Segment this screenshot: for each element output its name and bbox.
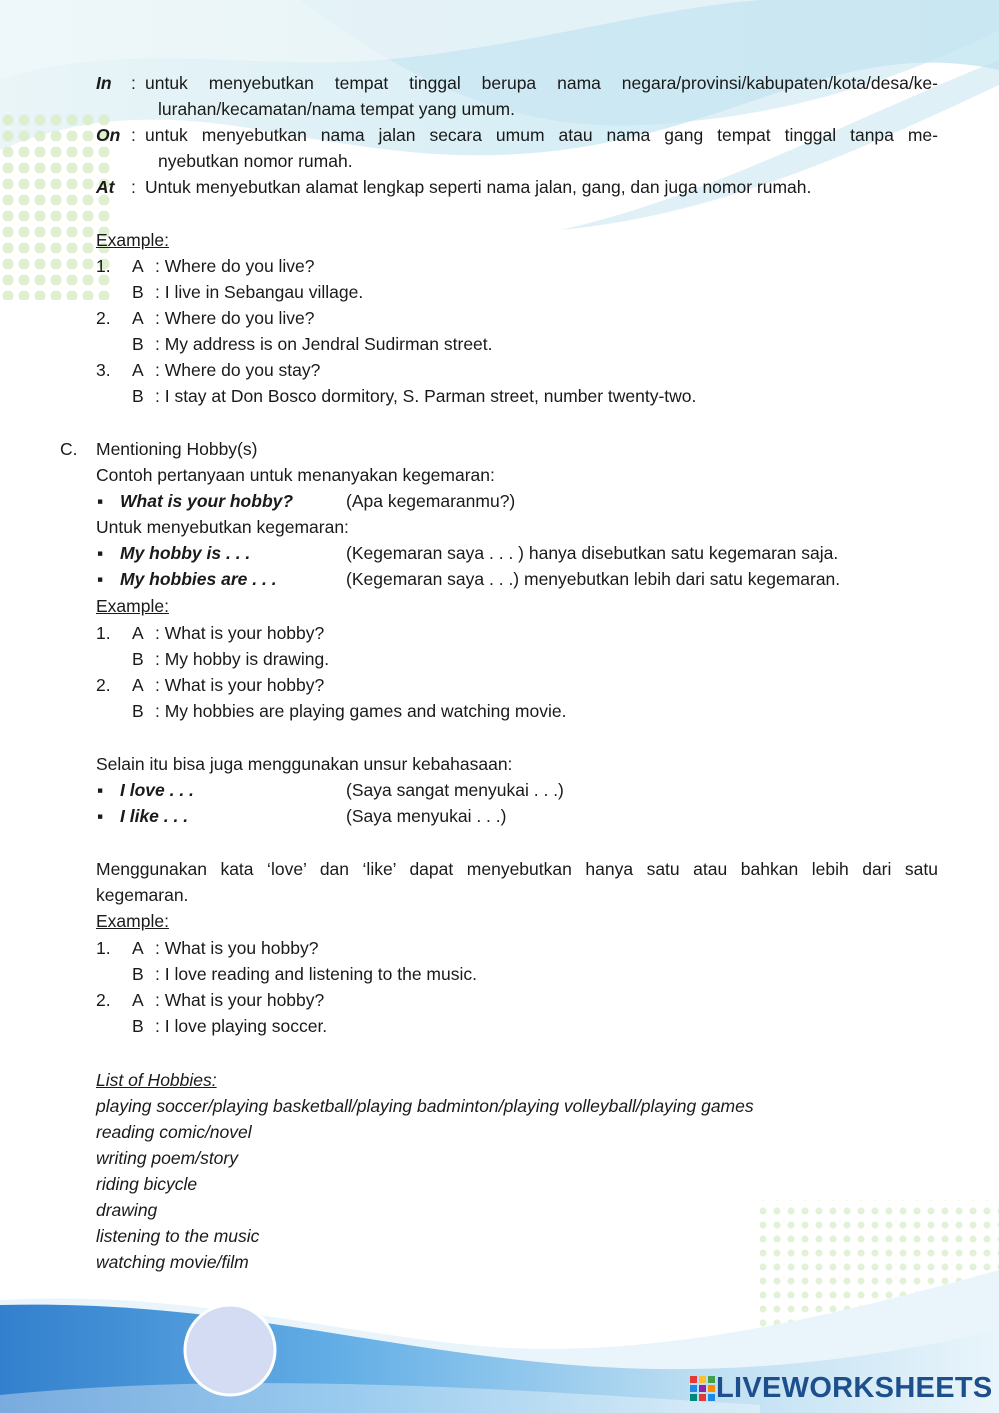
dialogue-line: : What is your hobby? (155, 623, 325, 643)
preposition-term-at: At (96, 177, 115, 197)
example-number: 1. (96, 623, 111, 643)
ask-intro: Contoh pertanyaan untuk menanyakan kegemaran: (96, 465, 495, 485)
preposition-term-in: In (96, 73, 112, 93)
example-heading: Example: (96, 230, 169, 250)
hobby-item: writing poem/story (96, 1148, 238, 1168)
speaker-a: A (132, 938, 144, 958)
colon: : (131, 73, 136, 93)
expression-phrase: My hobby is . . . (120, 543, 251, 563)
preposition-on-line-1: untuk menyebutkan nama jalan secara umum atau nama gang tempat tinggal tanpa me- (145, 125, 938, 145)
bullet-icon: ▪ (97, 543, 104, 563)
bullet-icon: ▪ (97, 569, 104, 589)
dialogue-line: : Where do you live? (155, 256, 315, 276)
preposition-on-line-2: nyebutkan nomor rumah. (158, 151, 353, 171)
speaker-a: A (132, 256, 144, 276)
dialogue-line: : I love reading and listening to the music. (155, 964, 477, 984)
bullet-icon: ▪ (97, 491, 104, 511)
hobbies-list-title: List of Hobbies: (96, 1070, 217, 1090)
example-number: 2. (96, 308, 111, 328)
bullet-icon: ▪ (97, 806, 104, 826)
dialogue-line: : What is your hobby? (155, 675, 325, 695)
speaker-a: A (132, 623, 144, 643)
dialogue-line: : What is your hobby? (155, 990, 325, 1010)
expression-phrase: I like . . . (120, 806, 189, 826)
dialogue-line: : I live in Sebangau village. (155, 282, 364, 302)
dialogue-line: : My address is on Jendral Sudirman street. (155, 334, 493, 354)
speaker-a: A (132, 360, 144, 380)
speaker-b: B (132, 964, 144, 984)
dialogue-line: : My hobbies are playing games and watching movie. (155, 701, 567, 721)
section-letter: C. (60, 439, 78, 459)
bullet-icon: ▪ (97, 780, 104, 800)
colon: : (131, 177, 136, 197)
speaker-b: B (132, 701, 144, 721)
hobby-item: drawing (96, 1200, 158, 1220)
dialogue-line: : I love playing soccer. (155, 1016, 328, 1036)
liveworksheets-logo-text: LIVEWORKSHEETS (716, 1372, 993, 1404)
hobby-item: reading comic/novel (96, 1122, 252, 1142)
hobby-item: watching movie/film (96, 1252, 249, 1272)
dialogue-line: : Where do you live? (155, 308, 315, 328)
expression-phrase: I love . . . (120, 780, 194, 800)
note-line-1: Menggunakan kata ‘love’ dan ‘like’ dapat menyebutkan hanya satu atau bahkan lebih dari satu (96, 859, 938, 879)
example-number: 2. (96, 675, 111, 695)
expression-meaning: (Apa kegemaranmu?) (346, 491, 516, 511)
dialogue-line: : I stay at Don Bosco dormitory, S. Parman street, number twenty-two. (155, 386, 697, 406)
dialogue-line: : Where do you stay? (155, 360, 321, 380)
preposition-term-on: On (96, 125, 121, 145)
expression-meaning: (Kegemaran saya . . . ) hanya disebutkan satu kegemaran saja. (346, 543, 839, 563)
speaker-b: B (132, 386, 144, 406)
hobby-item: playing soccer/playing basketball/playing badminton/playing volleyball/playing games (96, 1096, 754, 1116)
other-intro: Selain itu bisa juga menggunakan unsur kebahasaan: (96, 754, 513, 774)
expression-phrase: What is your hobby? (120, 491, 294, 511)
speaker-a: A (132, 675, 144, 695)
section-title: Mentioning Hobby(s) (96, 439, 258, 459)
expression-meaning: (Saya sangat menyukai . . .) (346, 780, 564, 800)
colon: : (131, 125, 136, 145)
expression-phrase: My hobbies are . . . (120, 569, 277, 589)
tell-intro: Untuk menyebutkan kegemaran: (96, 517, 349, 537)
dialogue-line: : My hobby is drawing. (155, 649, 330, 669)
example-number: 1. (96, 256, 111, 276)
speaker-a: A (132, 308, 144, 328)
preposition-in-line-2: lurahan/kecamatan/nama tempat yang umum. (158, 99, 515, 119)
preposition-in-line-1: untuk menyebutkan tempat tinggal berupa nama negara/provinsi/kabupaten/kota/desa/ke- (145, 73, 938, 93)
example-number: 1. (96, 938, 111, 958)
speaker-a: A (132, 990, 144, 1010)
hobby-item: listening to the music (96, 1226, 260, 1246)
hobby-item: riding bicycle (96, 1174, 198, 1194)
liveworksheets-logo[interactable] (690, 1370, 993, 1406)
example-heading: Example: (96, 596, 169, 616)
example-heading: Example: (96, 911, 169, 931)
liveworksheets-logo-icon (690, 1375, 716, 1401)
preposition-at-line-1: Untuk menyebutkan alamat lengkap seperti nama jalan, gang, dan juga nomor rumah. (145, 177, 812, 197)
expression-meaning: (Saya menyukai . . .) (346, 806, 507, 826)
dialogue-line: : What is you hobby? (155, 938, 319, 958)
speaker-b: B (132, 649, 144, 669)
speaker-b: B (132, 334, 144, 354)
example-number: 3. (96, 360, 111, 380)
speaker-b: B (132, 282, 144, 302)
example-number: 2. (96, 990, 111, 1010)
note-line-2: kegemaran. (96, 885, 189, 905)
expression-meaning: (Kegemaran saya . . .) menyebutkan lebih dari satu kegemaran. (346, 569, 841, 589)
speaker-b: B (132, 1016, 144, 1036)
